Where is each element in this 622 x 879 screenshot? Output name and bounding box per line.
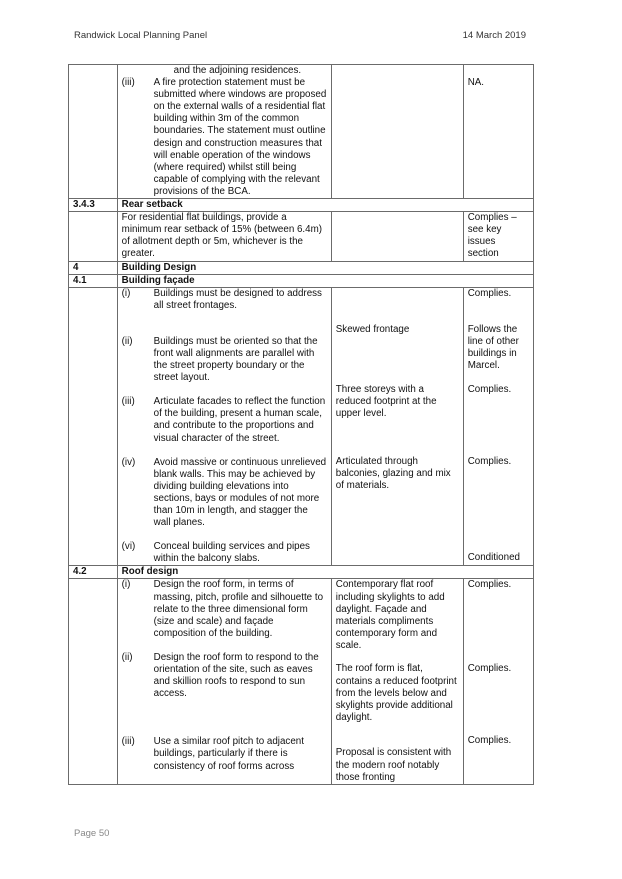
item-number: (ii) bbox=[121, 335, 133, 347]
section-title: Building Design bbox=[117, 261, 533, 274]
control-text: Buildings must be oriented so that the front wall alignments are parallel with the street property boundary or the street layout. bbox=[153, 335, 318, 384]
compliance-table bbox=[68, 64, 534, 785]
compliance-status: Complies. bbox=[467, 735, 512, 747]
section-title: Rear setback bbox=[117, 199, 533, 212]
compliance-status: NA. bbox=[467, 77, 485, 88]
section-number: 4.2 bbox=[69, 566, 118, 579]
section-title: Roof design bbox=[117, 566, 533, 579]
section-number: 4 bbox=[69, 261, 118, 274]
item-number: (i) bbox=[121, 579, 131, 591]
control-text: Avoid massive or continuous unrelieved blank walls. This may be achieved by dividing building elevations into sections, bays or modules of not more than 10m in length, and stagger the wall planes. bbox=[153, 456, 327, 529]
section-title: Building façade bbox=[117, 274, 533, 287]
page-number: Page 50 bbox=[74, 828, 110, 839]
item-number: (iv) bbox=[121, 456, 136, 468]
compliance-status: Complies. bbox=[467, 579, 512, 591]
item-number: (i) bbox=[121, 287, 131, 299]
table-row bbox=[69, 212, 534, 261]
proposal-text: Contemporary flat roof including skylights to add daylight. Façade and materials compliments contemporary form and scale. bbox=[335, 579, 445, 651]
proposal-text: Skewed frontage bbox=[335, 323, 410, 335]
control-cell bbox=[117, 579, 331, 784]
document-header-title: Randwick Local Planning Panel bbox=[74, 30, 208, 41]
compliance-status: Complies – see key issues section bbox=[463, 212, 533, 261]
control-cell bbox=[117, 287, 331, 566]
compliance-status: Follows the line of other buildings in Marcel. bbox=[467, 323, 519, 371]
proposal-cell bbox=[331, 287, 463, 566]
section-row bbox=[69, 566, 534, 579]
item-number: (iii) bbox=[121, 396, 135, 408]
compliance-status: Complies. bbox=[467, 287, 512, 299]
section-row bbox=[69, 274, 534, 287]
item-number: (vi) bbox=[121, 541, 136, 553]
item-number: (iii) bbox=[121, 736, 135, 748]
item-number: (iii) bbox=[121, 77, 135, 89]
control-text: A fire protection statement must be submitted where windows are proposed on the external walls of a residential flat building within 3m of the common boundaries. The statement must outline design and construction measures that will enable operation of the windows (where required) whilst still being capable of complying with the relevant provisions of the BCA. bbox=[153, 77, 327, 197]
section-number: 4.1 bbox=[69, 274, 118, 287]
proposal-text: Proposal is consistent with the modern roof notably those fronting bbox=[335, 747, 452, 783]
proposal-text: Articulated through balconies, glazing and mix of materials. bbox=[335, 455, 451, 491]
control-text: Use a similar roof pitch to adjacent buildings, particularly if there is consistency of roof forms across bbox=[153, 736, 304, 772]
section-row bbox=[69, 199, 534, 212]
status-cell bbox=[463, 287, 533, 566]
table-row bbox=[69, 579, 534, 784]
status-cell bbox=[463, 579, 533, 784]
proposal-text: The roof form is flat, contains a reduced footprint from the levels below and skylights provide additional daylight. bbox=[335, 663, 457, 723]
status-cell bbox=[463, 65, 533, 199]
control-text: Design the roof form, in terms of massing, pitch, profile and silhouette to relate to the three dimensional form (size and scale) and façade composition of the building. bbox=[153, 579, 324, 639]
table-row bbox=[69, 65, 534, 199]
control-text: For residential flat buildings, provide a minimum rear setback of 15% (between 6.4m) of allotment depth or 5m, whichever is the greater. bbox=[117, 212, 331, 261]
control-cell bbox=[117, 65, 331, 199]
continued-text: and the adjoining residences. bbox=[173, 65, 302, 76]
control-text: Design the roof form to respond to the orientation of the site, such as eaves and skillion roofs to respond to sun access. bbox=[153, 651, 319, 700]
section-number: 3.4.3 bbox=[69, 199, 118, 212]
document-header-date: 14 March 2019 bbox=[462, 30, 526, 41]
control-text: Buildings must be designed to address all street frontages. bbox=[153, 287, 322, 311]
control-text: Articulate facades to reflect the function of the building, present a human scale, and contribute to the proportions and visual character of the street. bbox=[153, 396, 326, 444]
compliance-status: Complies. bbox=[467, 663, 512, 675]
compliance-status: Complies. bbox=[467, 383, 512, 395]
compliance-status: Complies. bbox=[467, 455, 512, 467]
compliance-status: Conditioned bbox=[467, 551, 520, 563]
proposal-cell bbox=[331, 65, 463, 199]
table-row bbox=[69, 287, 534, 566]
item-number: (ii) bbox=[121, 651, 133, 663]
proposal-text: Three storeys with a reduced footprint at the upper level. bbox=[335, 383, 437, 419]
control-text: Conceal building services and pipes within the balcony slabs. bbox=[153, 541, 310, 565]
section-row bbox=[69, 261, 534, 274]
proposal-cell bbox=[331, 579, 463, 784]
proposal-cell bbox=[331, 212, 463, 261]
